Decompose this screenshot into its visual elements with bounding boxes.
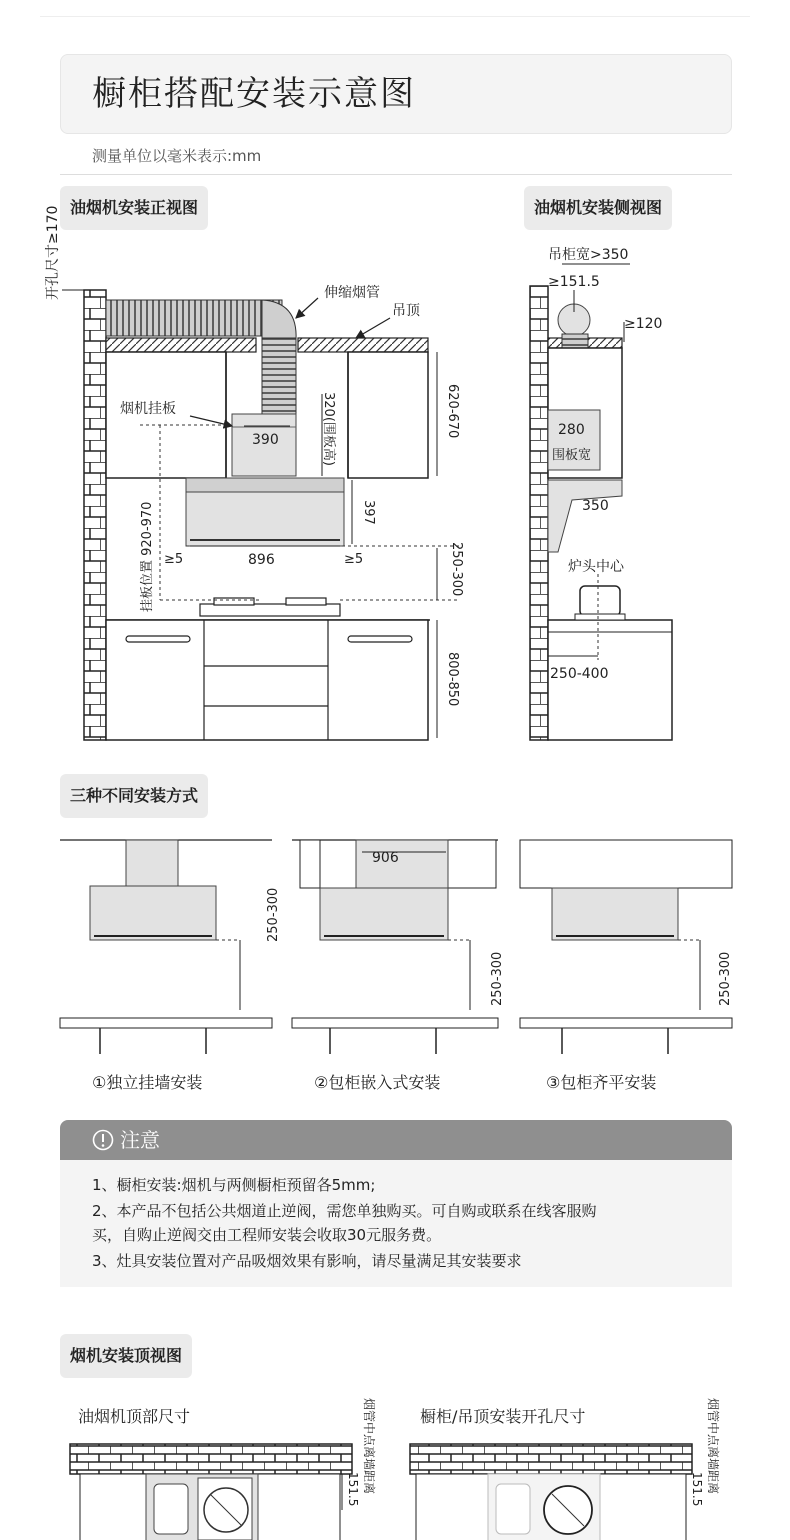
top-view-side-label-right: 烟管中点离墙距离 — [706, 1398, 720, 1495]
chimney — [126, 840, 178, 886]
plate-position-label: 挂板位置 920-970 — [140, 501, 155, 612]
notice-heading: 注意 — [120, 1128, 160, 1152]
hood-height-label: 397 — [361, 500, 376, 525]
ceiling-label: 吊顶 — [392, 303, 420, 319]
gap-left-label: ≥5 — [164, 552, 184, 567]
method-width-label: 906 — [372, 850, 399, 866]
counter-height-label: 800-850 — [445, 652, 460, 707]
burner-distance-label: 250-400 — [550, 666, 609, 682]
method1-caption: ①独立挂墙安装 — [92, 1073, 203, 1092]
burner-center-label: 炉头中心 — [568, 559, 624, 575]
method2-caption: ②包柜嵌入式安装 — [314, 1073, 441, 1092]
hood-to-stove-label: 250-300 — [449, 542, 464, 597]
top-view-dim-label-right: 151.5 — [690, 1472, 704, 1507]
method1-height-label: 250-300 — [266, 887, 281, 942]
method2-height-label: 250-300 — [490, 951, 505, 1006]
side-view-diagram — [0, 0, 790, 760]
wall-right — [410, 1444, 692, 1474]
method3-caption: ③包柜齐平安装 — [546, 1073, 657, 1092]
hanging-plate-label: 烟机挂板 — [120, 401, 176, 417]
skirt-panel — [356, 840, 448, 888]
hood-body — [552, 888, 678, 940]
telescopic-pipe-label: 伸缩烟管 — [324, 285, 380, 301]
hood-body — [320, 888, 448, 940]
skirt-height-label: 320(围板高) — [321, 392, 336, 466]
hood-body — [90, 886, 216, 940]
top-view-heading: 烟机安装顶视图 — [60, 1334, 192, 1378]
page-title: 橱柜搭配安装示意图 — [92, 74, 416, 114]
gap-right-label: ≥5 — [344, 552, 364, 567]
front-view-heading: 油烟机安装正视图 — [60, 186, 208, 230]
top-clearance-label: ≥120 — [624, 316, 663, 332]
cabinet-right — [448, 840, 496, 888]
notice-line-4: 3、灶具安装位置对产品吸烟效果有影响，请尽量满足其安装要求 — [92, 1252, 522, 1270]
cabinet — [520, 840, 732, 888]
notice-header — [60, 1120, 732, 1160]
install-methods-heading: 三种不同安装方式 — [60, 774, 208, 818]
wall — [530, 286, 548, 740]
hole-size-label: 开孔尺寸≥170 — [45, 205, 61, 300]
side-view-heading: 油烟机安装侧视图 — [524, 186, 672, 230]
stove — [520, 1018, 732, 1028]
stove — [60, 1018, 272, 1028]
pot — [580, 586, 620, 616]
top-view-diagram — [0, 1430, 790, 1540]
top-view-right-caption: 橱柜/吊顶安装开孔尺寸 — [420, 1407, 586, 1426]
notice-line-1: 1、橱柜安装:烟机与两侧橱柜预留各5mm; — [92, 1176, 376, 1194]
notice-line-3: 买，自购止逆阀交由工程师安装会收取30元服务费。 — [92, 1226, 442, 1244]
cabinet-height-label: 620-670 — [445, 384, 460, 439]
exclamation-circle-icon — [92, 1129, 114, 1151]
skirt-width-name-label: 围板宽 — [552, 448, 592, 463]
pipe-center-label: ≥151.5 — [548, 274, 600, 290]
wall-left — [70, 1444, 352, 1474]
cabinet-left — [300, 840, 320, 888]
top-view-side-label-left: 烟管中点离墙距离 — [362, 1398, 376, 1495]
wall-cabinet-width-label: 吊柜宽>350 — [548, 247, 629, 263]
plate-width-label: 390 — [252, 432, 279, 448]
method3-height-label: 250-300 — [718, 951, 733, 1006]
stove — [292, 1018, 498, 1028]
unit-note: 测量单位以毫米表示:mm — [92, 147, 262, 165]
top-view-left-caption: 油烟机顶部尺寸 — [78, 1407, 191, 1426]
hood-body — [548, 480, 622, 552]
hood-depth-label: 350 — [582, 498, 609, 514]
skirt-width-label: 280 — [558, 422, 585, 438]
notice-line-2: 2、本产品不包括公共烟道止逆阀，需您单独购买。可自购或联系在线客服购 — [92, 1202, 597, 1220]
top-view-dim-label-left: 151.5 — [346, 1472, 360, 1507]
hood-width-label: 896 — [248, 552, 275, 568]
